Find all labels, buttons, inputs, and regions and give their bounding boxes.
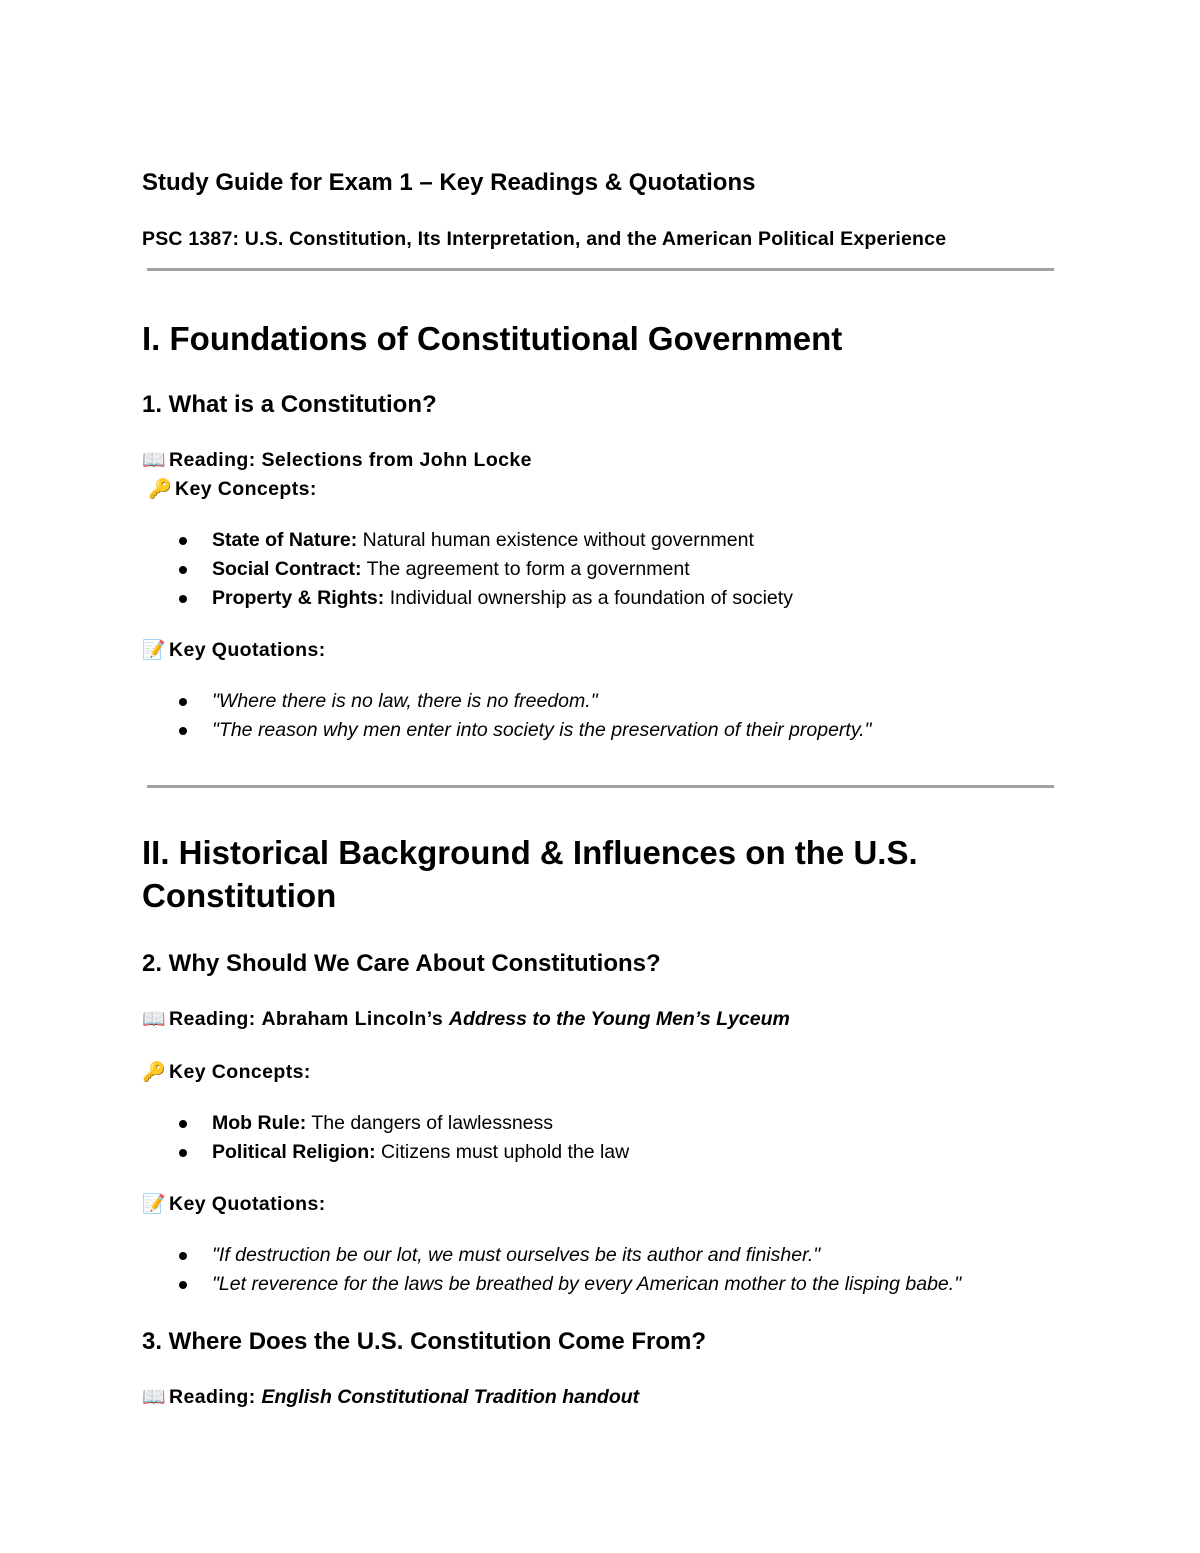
open-book-icon: 📖 — [142, 1009, 167, 1030]
quotations-line-1 — [142, 637, 326, 664]
section-heading-part2-continued: Constitution — [142, 877, 337, 914]
topic-heading-3: 3. Where Does the U.S. Constitution Come From? — [142, 1328, 707, 1355]
concept-description: Individual ownership as a foundation of society — [389, 587, 793, 609]
concept-description: The dangers of lawlessness — [311, 1112, 554, 1134]
memo-icon: 📝 — [142, 1194, 167, 1215]
course-subtitle: PSC 1387: U.S. Constitution, Its Interpretation, and the American Political Experience — [142, 228, 947, 250]
bullet-icon — [179, 566, 187, 574]
reading-line-2 — [142, 1006, 790, 1033]
concept-description: The agreement to form a government — [366, 558, 690, 580]
concepts-line-2 — [142, 1059, 311, 1086]
concept-description: Natural human existence without government — [362, 529, 754, 551]
reading-label: Reading: — [169, 449, 256, 471]
quotations-label: Key Quotations: — [169, 639, 326, 661]
concept-description: Citizens must uphold the law — [381, 1141, 630, 1163]
key-icon: 🔑 — [148, 479, 173, 500]
concepts-label: Key Concepts: — [169, 1061, 311, 1083]
reading-line-1 — [142, 447, 532, 474]
document-title: Study Guide for Exam 1 – Key Readings & Quotations — [142, 169, 756, 196]
open-book-icon: 📖 — [142, 450, 167, 471]
reading-text: Abraham Lincoln’s — [261, 1008, 444, 1030]
quotation-text: "The reason why men enter into society is the preservation of their property." — [212, 719, 872, 741]
topic-heading-1: 1. What is a Constitution? — [142, 391, 437, 418]
key-icon: 🔑 — [142, 1062, 167, 1083]
quotations-label: Key Quotations: — [169, 1193, 326, 1215]
bullet-icon — [179, 1120, 187, 1128]
bullet-icon — [179, 1252, 187, 1260]
concepts-label: Key Concepts: — [175, 478, 317, 500]
quotation-text: "If destruction be our lot, we must ourselves be its author and finisher." — [212, 1244, 821, 1266]
reading-label: Reading: — [169, 1386, 256, 1408]
bullet-icon — [179, 595, 187, 603]
concept-term: Mob Rule: — [212, 1112, 307, 1134]
concept-term: State of Nature: — [212, 529, 358, 551]
open-book-icon: 📖 — [142, 1387, 167, 1408]
concepts-line-1 — [148, 476, 317, 503]
bullet-icon — [179, 1149, 187, 1157]
reading-text: Selections from John Locke — [261, 449, 532, 471]
reading-title: Address to the Young Men’s Lyceum — [448, 1008, 790, 1030]
quotations-line-2 — [142, 1191, 326, 1218]
bullet-icon — [179, 537, 187, 545]
reading-label: Reading: — [169, 1008, 256, 1030]
concept-term: Social Contract: — [212, 558, 362, 580]
bullet-icon — [179, 698, 187, 706]
quotation-text: "Where there is no law, there is no freedom." — [212, 690, 598, 712]
concept-term: Property & Rights: — [212, 587, 385, 609]
section-heading-part1: I. Foundations of Constitutional Government — [142, 320, 843, 357]
quotation-text: "Let reverence for the laws be breathed by every American mother to the lisping babe." — [212, 1273, 962, 1295]
topic-heading-2: 2. Why Should We Care About Constitutions? — [142, 950, 661, 977]
memo-icon: 📝 — [142, 640, 167, 661]
reading-title: English Constitutional Tradition handout — [261, 1386, 640, 1408]
bullet-icon — [179, 1281, 187, 1289]
bullet-icon — [179, 727, 187, 735]
horizontal-rule — [147, 268, 1054, 271]
concept-term: Political Religion: — [212, 1141, 376, 1163]
section-heading-part2: II. Historical Background & Influences on the U.S. — [142, 834, 918, 871]
reading-line-3 — [142, 1384, 639, 1411]
horizontal-rule — [147, 785, 1054, 788]
